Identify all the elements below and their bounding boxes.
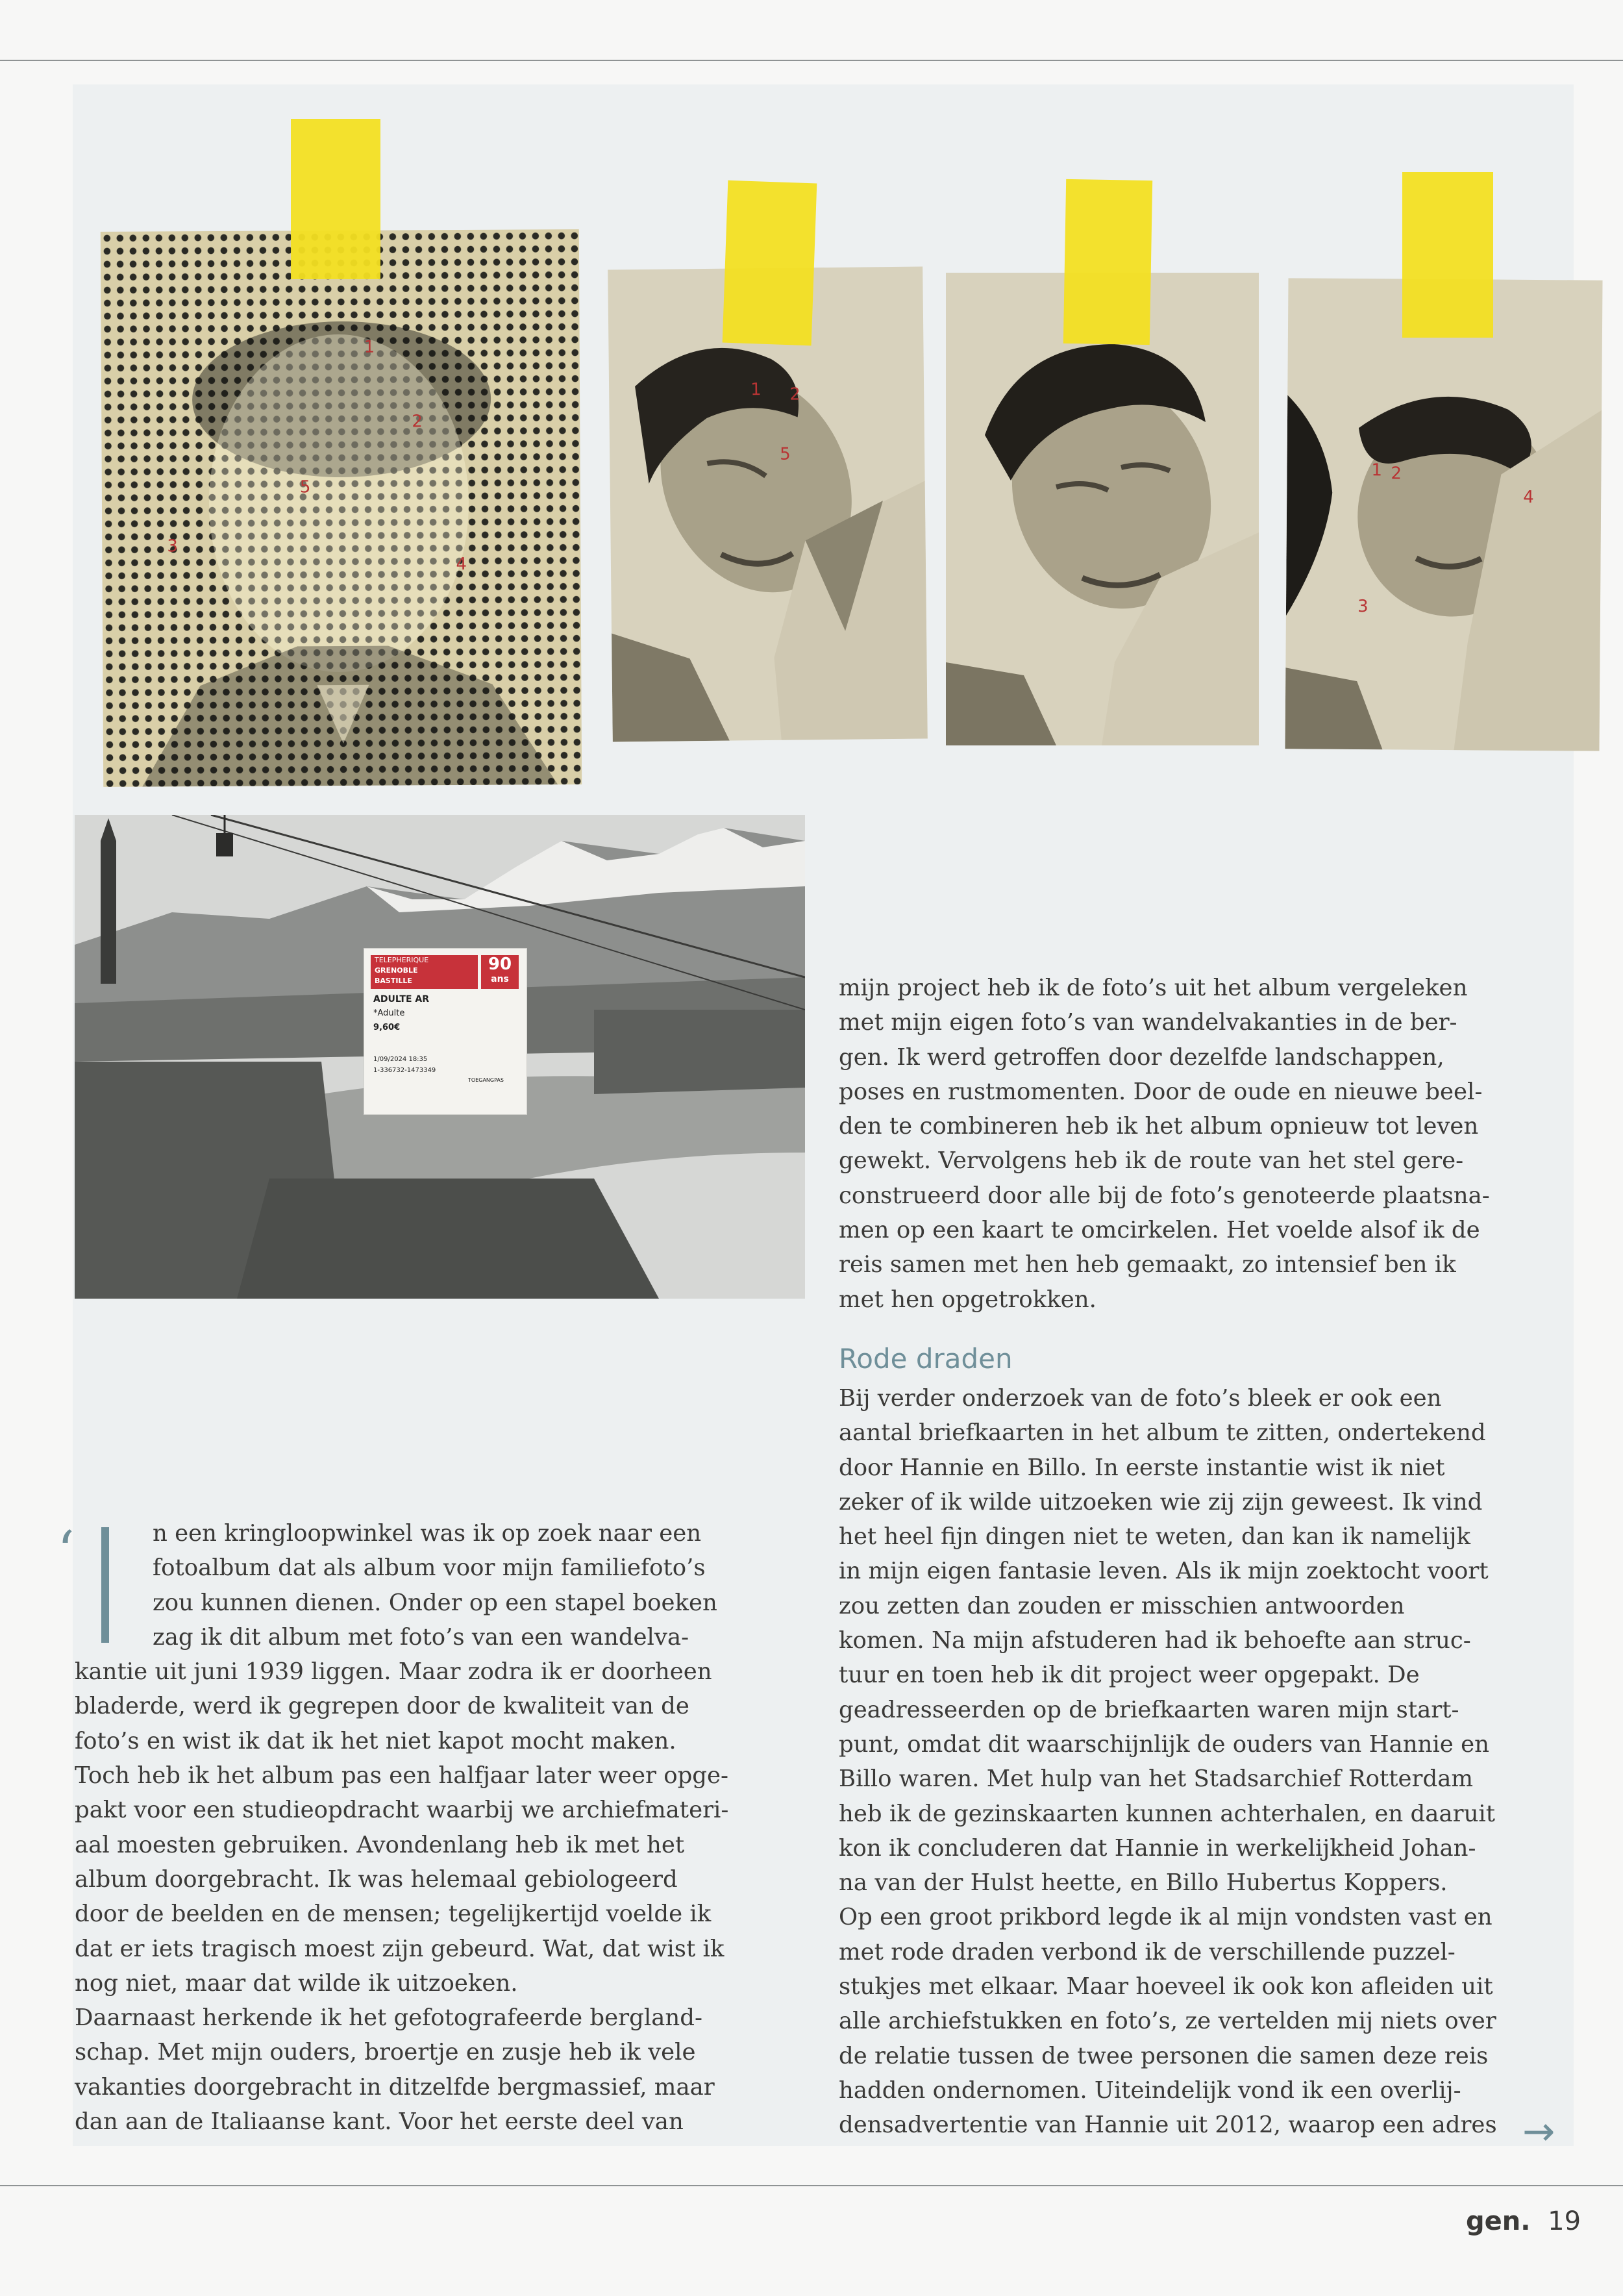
text-line: aantal briefkaarten in het album te zitten, ondertekend xyxy=(839,1419,1486,1447)
photo-mark: 1 xyxy=(364,337,375,357)
photo-mark: 3 xyxy=(167,536,178,556)
text-line: hadden ondernomen. Uiteindelijk vond ik een overlij- xyxy=(839,2077,1461,2104)
text-line: met mijn eigen foto’s van wandelvakanties in de ber- xyxy=(839,1009,1457,1036)
ticket-badge xyxy=(481,955,519,989)
yellow-tape xyxy=(723,181,817,346)
top-rule xyxy=(0,60,1623,61)
photo-mark: 1 xyxy=(1371,460,1383,480)
text-line: poses en rustmomenten. Door de oude en nieuwe beel- xyxy=(839,1078,1483,1105)
paragraph xyxy=(839,971,1488,1317)
text-line: Op een groot prikbord legde ik al mijn vondsten vast en xyxy=(839,1904,1493,1931)
text-line: Daarnaast herkende ik het gefotografeerde bergland- xyxy=(75,2004,702,2032)
ticket-category: *Adulte xyxy=(373,1008,405,1018)
text-line: construeerd door alle bij de foto’s genoteerde plaatsna- xyxy=(839,1182,1490,1209)
ticket-brand-line: GRENOBLE xyxy=(375,966,418,975)
text-line: Toch heb ik het album pas een halfjaar later weer opge- xyxy=(75,1762,729,1790)
text-line: met hen opgetrokken. xyxy=(839,1286,1096,1313)
paragraph xyxy=(839,1381,1507,2143)
folio xyxy=(1466,2206,1581,2236)
text-line: mijn project heb ik de foto’s uit het album vergeleken xyxy=(839,975,1468,1001)
paragraph xyxy=(75,1516,729,2139)
text-line: heb ik de gezinskaarten kunnen achterhalen, en daaruit xyxy=(839,1800,1496,1827)
photo-mark: 5 xyxy=(780,444,791,464)
photo-mark: 4 xyxy=(456,554,467,575)
photo-mark: 5 xyxy=(299,477,311,497)
halftone-portrait-photo xyxy=(101,229,582,787)
text-line: fotoalbum dat als album voor mijn familiefoto’s xyxy=(153,1554,706,1582)
text-line: het heel fijn dingen niet te weten, dan kan ik namelijk xyxy=(839,1523,1470,1551)
ticket-date: 1/09/2024 18:35 xyxy=(373,1056,428,1063)
continue-arrow-icon: → xyxy=(1522,2109,1555,2154)
text-line: men op een kaart te omcirkelen. Het voelde alsof ik de xyxy=(839,1217,1480,1244)
text-line: Bij verder onderzoek van de foto’s bleek er ook een xyxy=(839,1385,1442,1412)
photo-mark: 3 xyxy=(1357,597,1369,617)
bottom-rule xyxy=(0,2185,1623,2186)
text-line: den te combineren heb ik het album opnieuw tot leven xyxy=(839,1113,1479,1140)
text-line: zeker of ik wilde uitzoeken wie zij zijn geweest. Ik vind xyxy=(839,1488,1483,1516)
text-line: dat er iets tragisch moest zijn gebeurd. Wat, dat wist ik xyxy=(75,1935,725,1962)
photo-mark: 2 xyxy=(412,412,423,432)
ticket-badge-word: ans xyxy=(491,974,509,984)
ticket-badge-number: 90 xyxy=(488,955,512,974)
text-line: reis samen met hen heb gemaakt, zo intensief ben ik xyxy=(839,1251,1456,1279)
article-column-right-top xyxy=(839,971,1488,1317)
opening-quote-mark: ‘ xyxy=(57,1519,75,1583)
man-head-figure xyxy=(1285,278,1602,751)
photo-mark: 2 xyxy=(789,384,800,405)
text-line: kon ik concluderen dat Hannie in werkelijkheid Johan- xyxy=(839,1834,1476,1862)
magazine-brand: gen. xyxy=(1466,2206,1531,2236)
text-line: stukjes met elkaar. Maar hoeveel ik ook kon afleiden uit xyxy=(839,1973,1493,2001)
text-line: dan aan de Italiaanse kant. Voor het eerste deel van xyxy=(75,2108,684,2136)
text-line: Billo waren. Met hulp van het Stadsarchief Rotterdam xyxy=(839,1766,1474,1793)
text-line: pakt voor een studieopdracht waarbij we archiefmateri- xyxy=(75,1797,729,1824)
ticket-brand-line: BASTILLE xyxy=(375,977,412,985)
section-heading: Rode draden xyxy=(839,1343,1013,1375)
portrait-silhouette xyxy=(101,229,582,787)
text-line: kantie uit juni 1939 liggen. Maar zodra ik er doorheen xyxy=(75,1658,712,1686)
text-line: gen. Ik werd getroffen door dezelfde landschappen, xyxy=(839,1043,1444,1071)
text-line: album doorgebracht. Ik was helemaal gebiologeerd xyxy=(75,1866,678,1893)
text-line: na van der Hulst heette, en Billo Hubertus Koppers. xyxy=(839,1869,1448,1897)
article-column-right-bottom xyxy=(839,1381,1507,2143)
text-line: zag ik dit album met foto’s van een wandelva- xyxy=(153,1623,689,1651)
text-line: nog niet, maar dat wilde ik uitzoeken. xyxy=(75,1969,518,1997)
text-line: schap. Met mijn ouders, broertje en zusje heb ik vele xyxy=(75,2039,696,2066)
text-line: geadresseerden op de briefkaarten waren mijn start- xyxy=(839,1696,1459,1723)
text-line: in mijn eigen fantasie leven. Als ik mijn zoektocht voort xyxy=(839,1558,1489,1585)
text-line: komen. Na mijn afstuderen had ik behoefte aan struc- xyxy=(839,1627,1471,1654)
yellow-tape xyxy=(1402,172,1493,338)
text-line: tuur en toen heb ik dit project weer opgepakt. De xyxy=(839,1662,1420,1689)
text-line: n een kringloopwinkel was ik op zoek naar een xyxy=(153,1520,702,1547)
photo-mark: 1 xyxy=(750,380,762,400)
grenoble-city-photo xyxy=(75,815,805,1299)
cable-car-ticket xyxy=(364,948,527,1115)
text-line: densadvertentie van Hannie uit 2012, waarop een adres xyxy=(839,2112,1497,2139)
text-line: punt, omdat dit waarschijnlijk de ouders van Hannie en xyxy=(839,1730,1489,1758)
text-line: gewekt. Vervolgens heb ik de route van het stel gere- xyxy=(839,1147,1464,1175)
ticket-brand xyxy=(371,955,478,989)
yellow-tape xyxy=(291,119,380,279)
text-line: zou zetten dan zouden er misschien antwoorden xyxy=(839,1592,1405,1619)
vintage-photo-man-3 xyxy=(1285,278,1602,751)
text-line: foto’s en wist ik dat ik het niet kapot mocht maken. xyxy=(75,1727,676,1754)
yellow-tape xyxy=(1063,179,1152,345)
page-number: 19 xyxy=(1548,2206,1581,2236)
ticket-type: ADULTE AR xyxy=(373,994,430,1004)
text-line: alle archiefstukken en foto’s, ze vertelden mij niets over xyxy=(839,2008,1496,2035)
text-line: door de beelden en de mensen; tegelijkertijd voelde ik xyxy=(75,1901,712,1928)
text-line: door Hannie en Billo. In eerste instantie wist ik niet xyxy=(839,1454,1445,1481)
text-line: de relatie tussen de twee personen die samen deze reis xyxy=(839,2042,1489,2069)
photo-mark: 4 xyxy=(1523,487,1534,507)
ticket-ref: 1-336732-1473349 xyxy=(373,1067,436,1074)
ticket-footer: TOEGANGPAS xyxy=(468,1077,504,1083)
text-line: zou kunnen dienen. Onder op een stapel boeken xyxy=(153,1589,717,1616)
article-column-left xyxy=(75,1516,729,2139)
text-line: vakanties doorgebracht in ditzelfde bergmassief, maar xyxy=(75,2073,715,2101)
text-line: aal moesten gebruiken. Avondenlang heb ik met het xyxy=(75,1831,685,1858)
photo-mark: 2 xyxy=(1391,464,1402,484)
text-line: met rode draden verbond ik de verschillende puzzel- xyxy=(839,1938,1456,1965)
text-line: bladerde, werd ik gegrepen door de kwaliteit van de xyxy=(75,1693,689,1720)
ticket-brand-line: TELEPHERIQUE xyxy=(375,956,429,964)
ticket-price: 9,60€ xyxy=(373,1023,401,1032)
